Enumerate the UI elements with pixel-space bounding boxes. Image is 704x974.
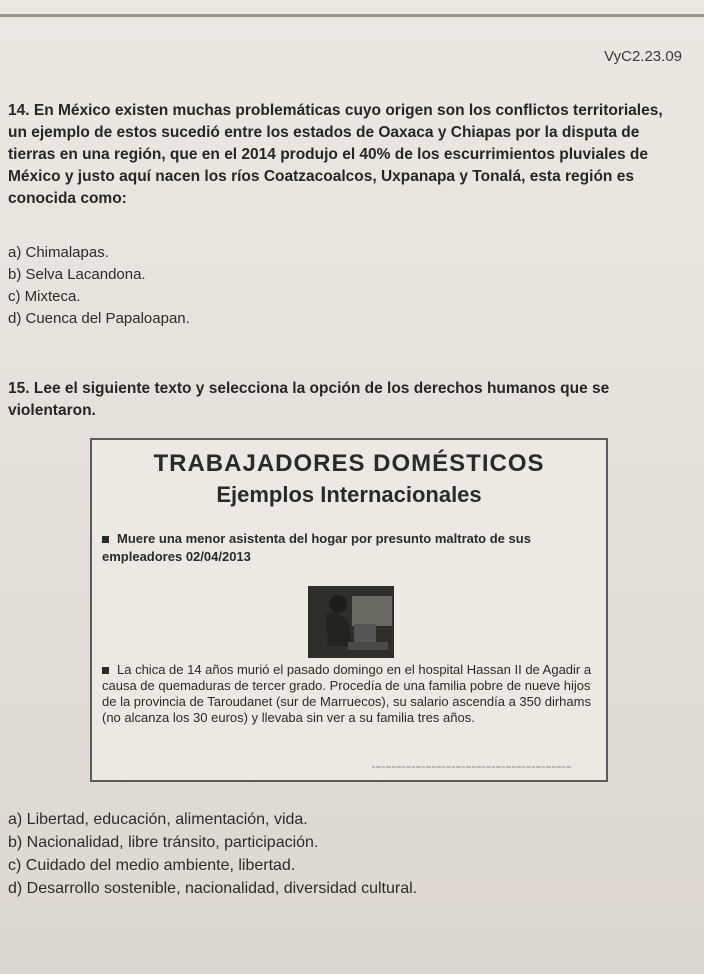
question-15-options	[8, 808, 417, 900]
top-rule	[0, 14, 704, 17]
news-photo	[308, 586, 394, 658]
news-headline	[102, 530, 598, 566]
option-c[interactable]: c) Mixteca.	[8, 288, 81, 305]
option-b[interactable]: b) Nacionalidad, libre tránsito, participación.	[8, 834, 319, 851]
body-text: La chica de 14 años murió el pasado domingo en el hospital Hassan II de Agadir a causa de quemaduras de tercer grado. Procedía de una familia pobre de nueve hijos de la provincia de Taroudanet (sur de Marruecos), su salario ascendía a 350 dirhams (no alcanza los 30 euros) y llevaba sin ver a su familia tres años.	[102, 662, 592, 725]
option-d[interactable]: d) Desarrollo sostenible, nacionalidad, diversidad cultural.	[8, 880, 418, 897]
box-title: TRABAJADORES DOMÉSTICOS	[153, 450, 545, 477]
option-c[interactable]: c) Cuidado del medio ambiente, libertad.	[8, 857, 296, 874]
news-clipping-box	[90, 438, 608, 782]
headline-text: Muere una menor asistenta del hogar por presunto maltrato de sus empleadores 02/04/2013	[102, 531, 531, 564]
bullet-icon	[102, 667, 109, 674]
source-url-scribble	[372, 764, 572, 770]
option-b[interactable]: b) Selva Lacandona.	[8, 266, 146, 283]
option-d[interactable]: d) Cuenca del Papaloapan.	[8, 310, 190, 327]
question-14-options	[8, 242, 190, 330]
photo-illustration	[308, 586, 394, 658]
option-a[interactable]: a) Libertad, educación, alimentación, vida.	[8, 811, 308, 828]
document-code: VyC2.23.09	[604, 48, 682, 65]
question-14-text: 14. En México existen muchas problemáticas cuyo origen son los conflictos territoriales, un ejemplo de estos sucedió entre los estados de Oaxaca y Chiapas por la disputa de tierras en una región, que en el 2014 produjo el 40% de los escurrimientos pluviales de México y justo aquí nacen los ríos Coatzacoalcos, Uxpanapa y Tonalá, esta región es conocida como:	[8, 102, 663, 207]
option-a[interactable]: a) Chimalapas.	[8, 244, 109, 261]
question-15-text: 15. Lee el siguiente texto y selecciona la opción de los derechos humanos que se violentaron.	[8, 380, 610, 419]
box-subtitle: Ejemplos Internacionales	[216, 482, 482, 507]
news-body	[102, 662, 600, 726]
bullet-icon	[102, 536, 109, 543]
